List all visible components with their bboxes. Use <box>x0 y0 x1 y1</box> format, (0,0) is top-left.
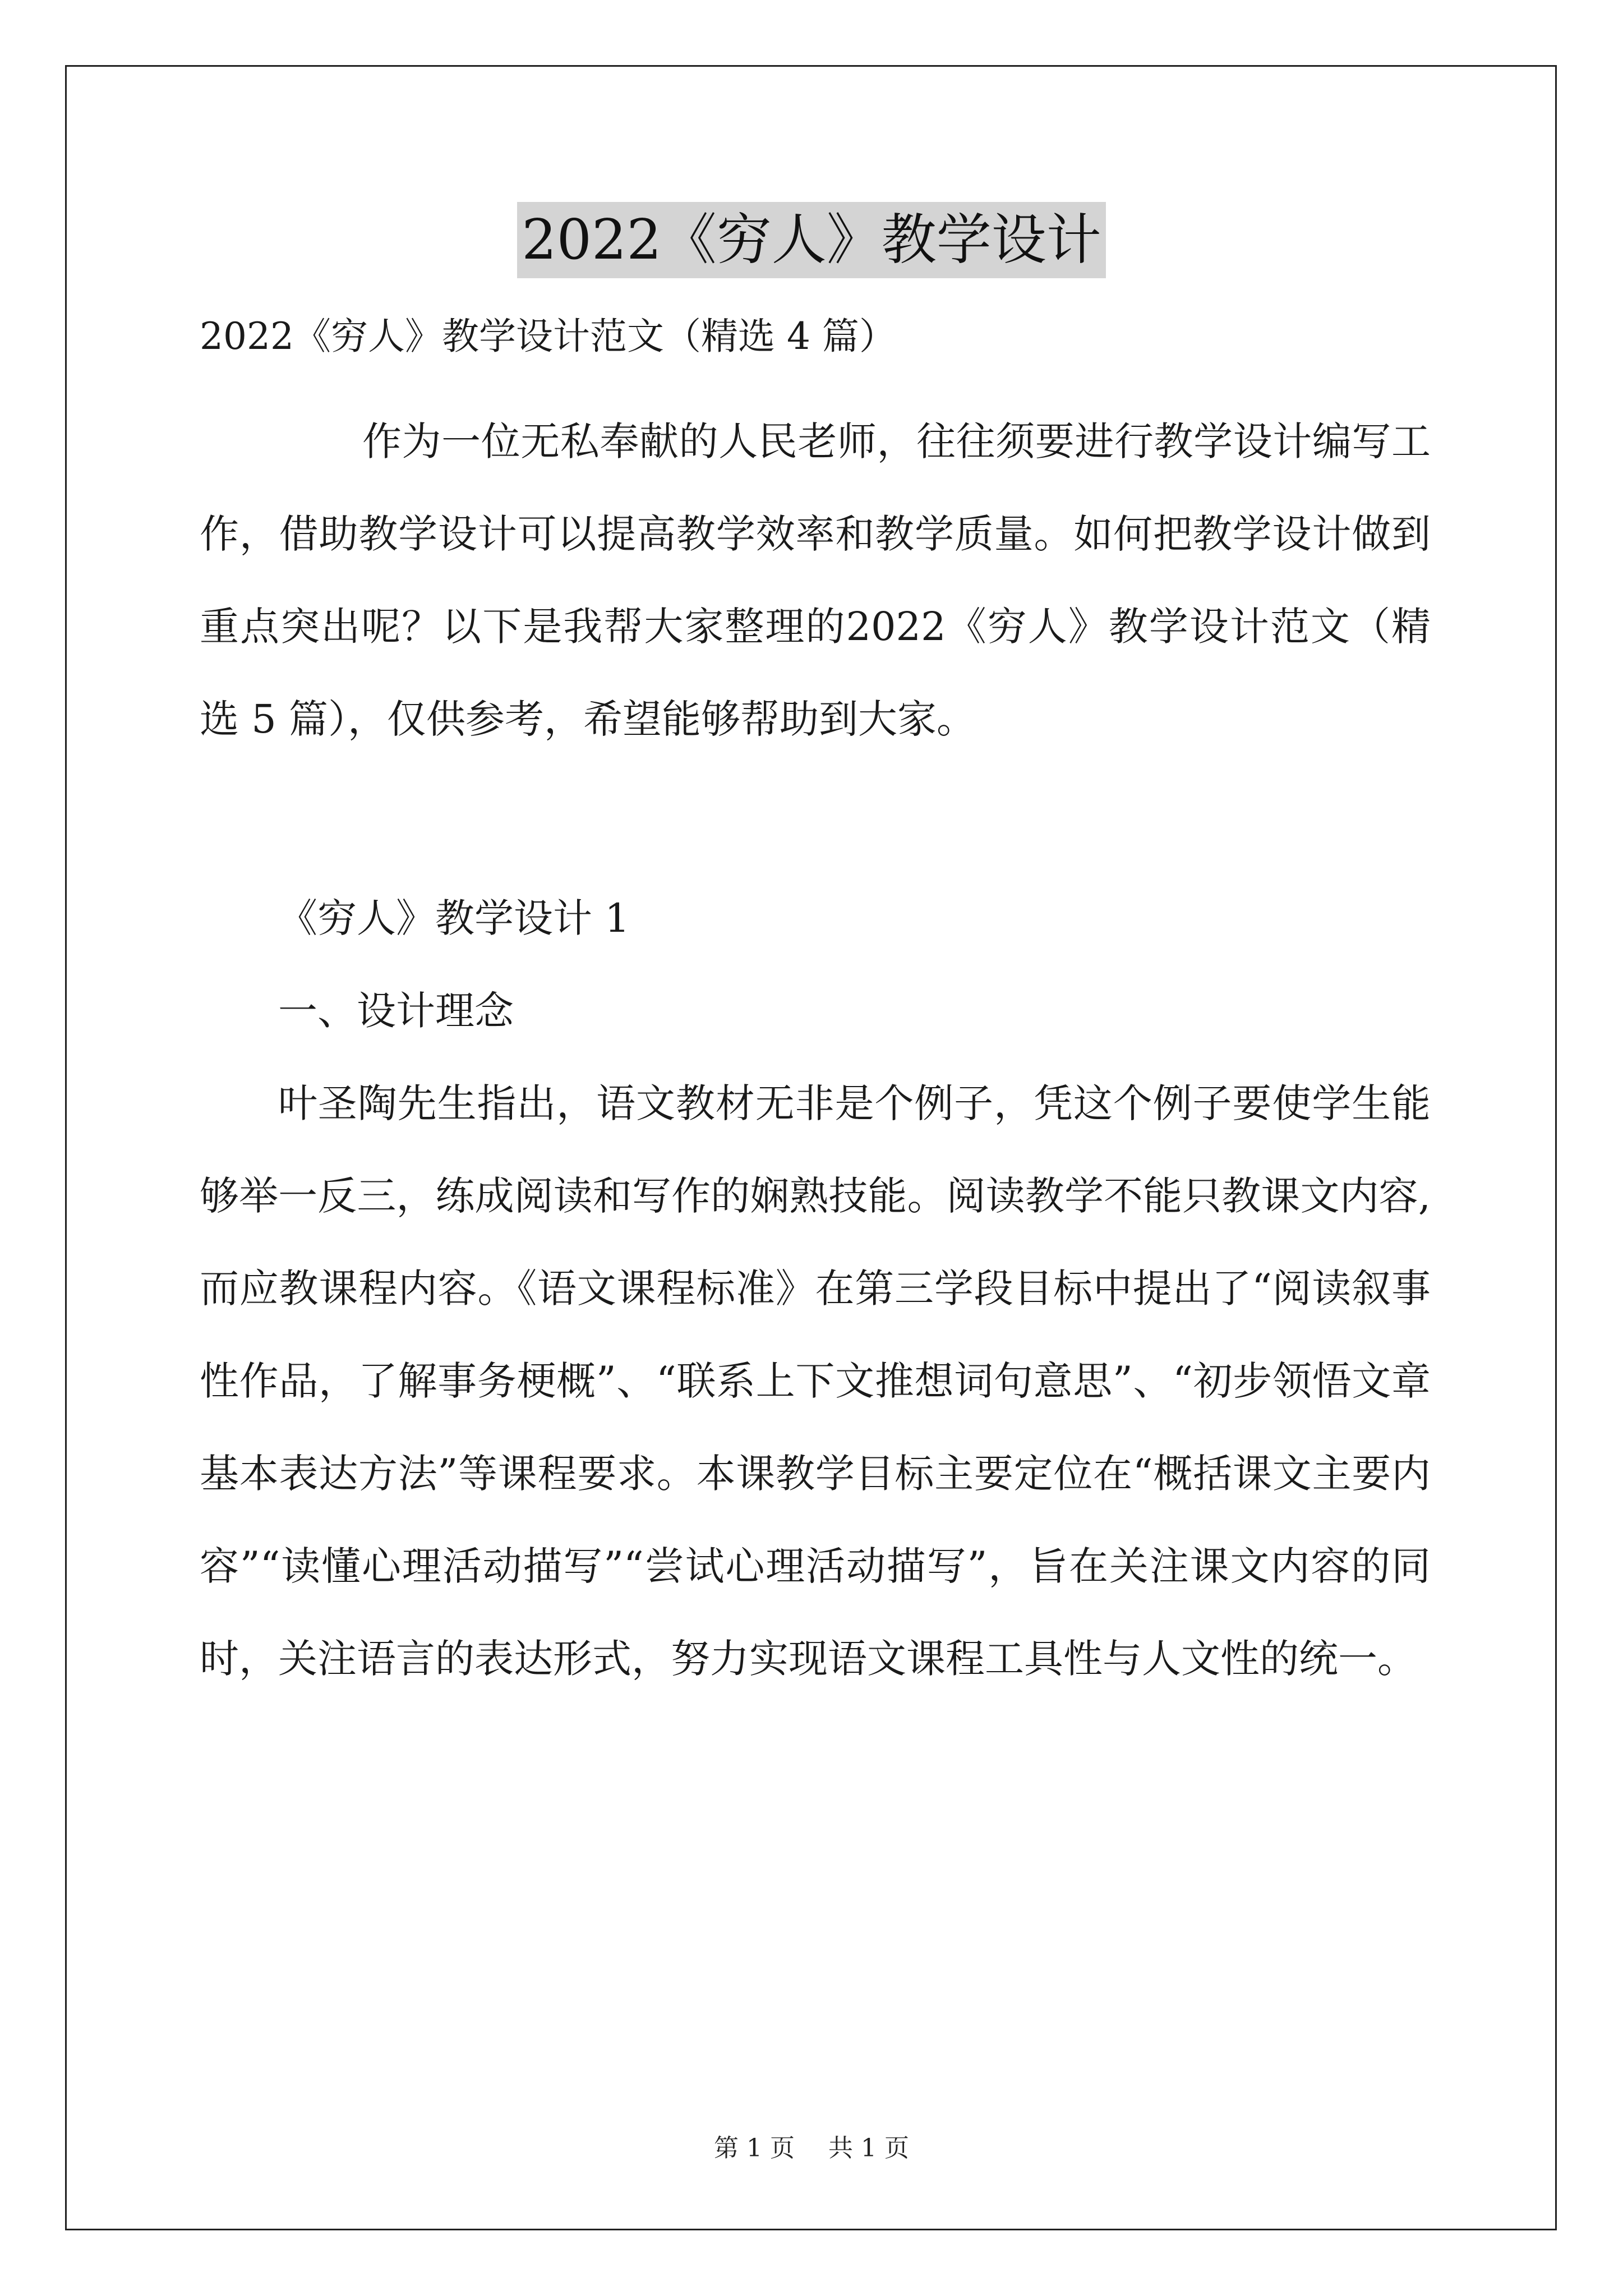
body-paragraph: 叶圣陶先生指出，语文教材无非是个例子，凭这个例子要使学生能够举一反三，练成阅读和写作的娴熟技能。阅读教学不能只教课文内容,而应教课程内容。《语文课程标准》在第三学段目标中提出了“阅读叙事性作品，了解事务梗概”、“联系上下文推想词句意思”、“初步领悟文章基本表达方法”等课程要求。本课教学目标主要定位在“概括课文主要内容”“读懂心理活动描写”“尝试心理活动描写”，旨在关注课文内容的同时，关注语言的表达形式，努力实现语文课程工具性与人文性的统一。 <box>200 1080 1431 1682</box>
section-heading: 一、设计理念 <box>278 988 514 1034</box>
page-footer <box>0 2128 1623 2164</box>
document-subtitle: 2022《穷人》教学设计范文（精选 4 篇） <box>200 315 896 358</box>
intro-paragraph: 作为一位无私奉献的人民老师，往往须要进行教学设计编写工作，借助教学设计可以提高教学效率和教学质量。如何把教学设计做到重点突出呢？以下是我帮大家整理的2022《穷人》教学设计范文（精选 5 篇），仅供参考，希望能够帮助到大家。 <box>200 418 1431 742</box>
section-spacer <box>200 766 1431 872</box>
document-body <box>200 311 1431 1705</box>
page-total: 共 1 页 <box>828 2134 909 2162</box>
title-container <box>0 202 1623 278</box>
section-title: 《穷人》教学设计 1 <box>278 895 630 941</box>
document-title: 2022《穷人》教学设计 <box>517 202 1105 278</box>
page-number: 第 1 页 <box>714 2134 795 2162</box>
